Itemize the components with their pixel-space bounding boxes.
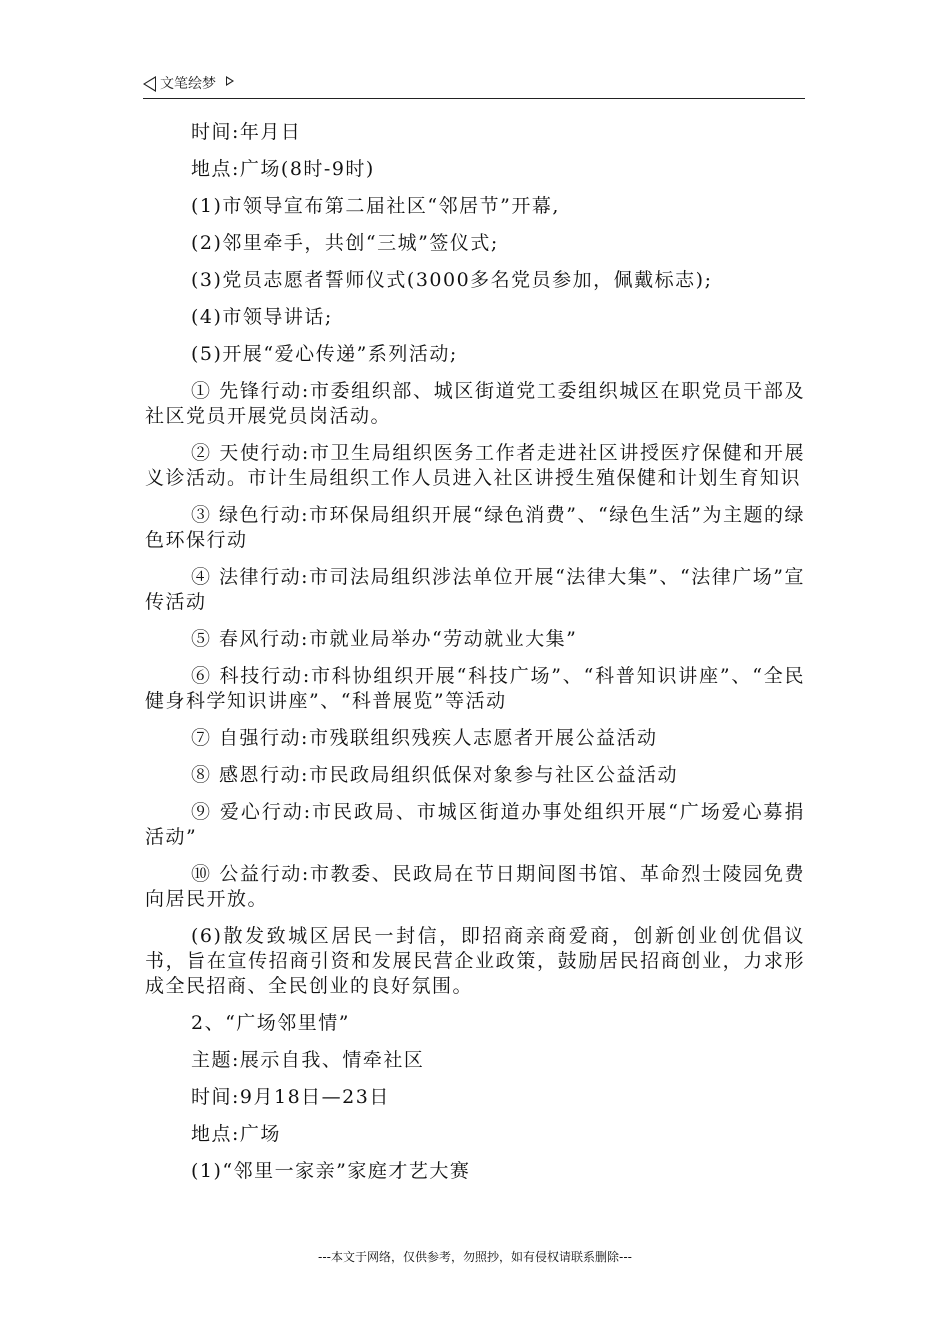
paragraph: (2)邻里牵手，共创“三城”签仪式; <box>191 232 499 254</box>
paragraph: 地点:广场(8时-9时) <box>191 158 375 180</box>
paragraph: 地点:广场 <box>191 1123 281 1145</box>
paragraph: ⑨ 爱心行动:市民政局、市城区街道办事处组织开展“广场爱心募捐活动” <box>145 801 805 848</box>
page-header <box>143 74 805 98</box>
paragraph: ⑩ 公益行动:市教委、民政局在节日期间图书馆、革命烈士陵园免费向居民开放。 <box>145 863 805 910</box>
paragraph: ② 天使行动:市卫生局组织医务工作者走进社区讲授医疗保健和开展义诊活动。市计生局组织工作人员进入社区讲授生殖保健和计划生育知识 <box>145 442 805 489</box>
paragraph: (5)开展“爱心传递”系列活动; <box>191 343 458 365</box>
paragraph: 2、“广场邻里情” <box>191 1012 351 1034</box>
paragraph: (1)市领导宣布第二届社区“邻居节”开幕, <box>191 195 560 217</box>
paragraph: ① 先锋行动:市委组织部、城区街道党工委组织城区在职党员干部及社区党员开展党员岗活动。 <box>145 380 805 427</box>
paragraph: 主题:展示自我、情牵社区 <box>191 1049 425 1071</box>
paragraph: (4)市领导讲话; <box>191 306 333 328</box>
paragraph: 时间:年月日 <box>191 121 302 143</box>
document-body <box>145 120 805 1196</box>
paragraph: ⑤ 春风行动:市就业局举办“劳动就业大集” <box>191 628 578 650</box>
page-footer-disclaimer: ---本文于网络，仅供参考，勿照抄，如有侵权请联系删除--- <box>318 1250 632 1264</box>
brand-text: 文笔绘梦 <box>160 76 216 92</box>
triangle-right-icon <box>226 76 234 86</box>
paragraph: ④ 法律行动:市司法局组织涉法单位开展“法律大集”、“法律广场”宣传活动 <box>145 566 805 613</box>
header-brand <box>143 74 234 94</box>
paragraph: (1)“邻里一家亲”家庭才艺大赛 <box>191 1160 471 1182</box>
paragraph: ⑥ 科技行动:市科协组织开展“科技广场”、“科普知识讲座”、“全民健身科学知识讲座”、“科普展览”等活动 <box>145 665 805 712</box>
paragraph: ⑦ 自强行动:市残联组织残疾人志愿者开展公益活动 <box>191 727 658 749</box>
paragraph: ③ 绿色行动:市环保局组织开展“绿色消费”、“绿色生活”为主题的绿色环保行动 <box>145 504 805 551</box>
triangle-left-icon <box>143 76 156 92</box>
paragraph: (3)党员志愿者誓师仪式(3000多名党员参加，佩戴标志); <box>191 269 713 291</box>
paragraph: ⑧ 感恩行动:市民政局组织低保对象参与社区公益活动 <box>191 764 678 786</box>
header-divider <box>143 98 805 99</box>
paragraph: 时间:9月18日—23日 <box>191 1086 390 1108</box>
paragraph: (6)散发致城区居民一封信，即招商亲商爱商，创新创业创优倡议书，旨在宣传招商引资和发展民营企业政策，鼓励居民招商创业，力求形成全民招商、全民创业的良好氛围。 <box>145 925 805 997</box>
